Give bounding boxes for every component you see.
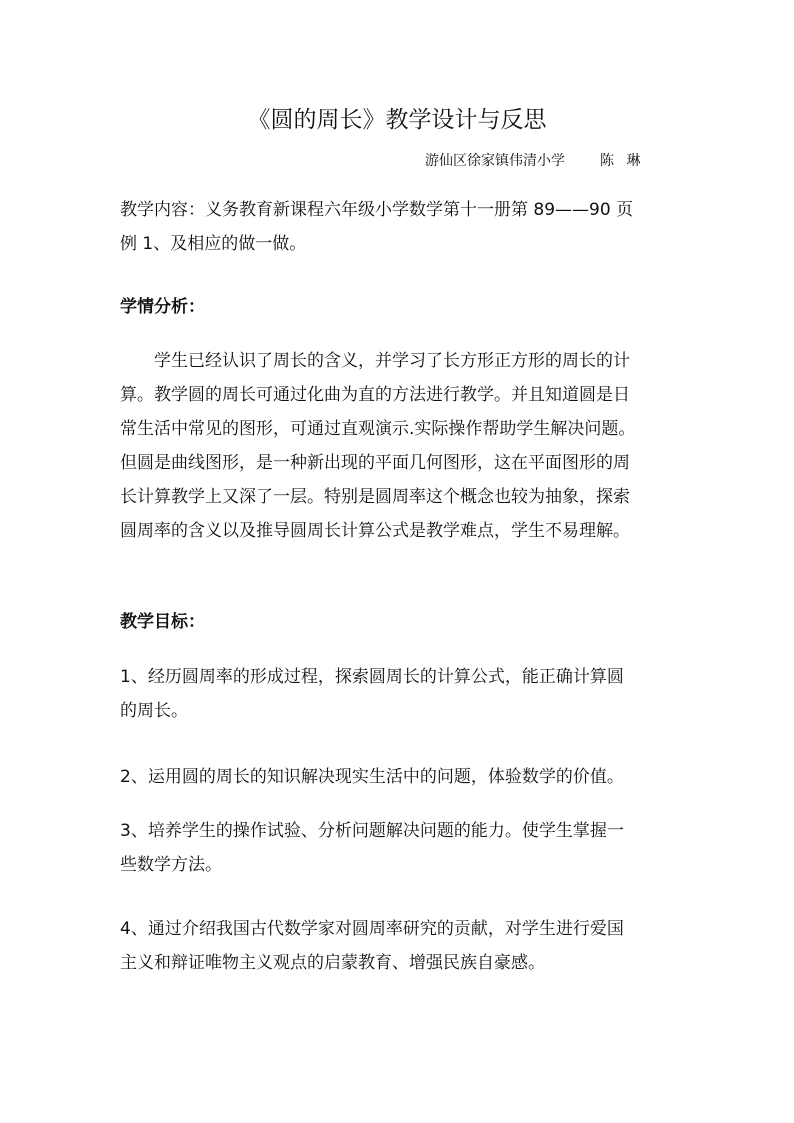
- goal-item-2: [120, 760, 680, 794]
- content-line: 教学内容：义务教育新课程六年级小学数学第十一册第 89——90 页: [120, 200, 634, 220]
- goal-line: 的周长。: [120, 701, 188, 721]
- goal-item-4: [120, 912, 680, 980]
- goal-line: 些数学方法。: [120, 855, 222, 875]
- analysis-line: 圆周率的含义以及推导圆周长计算公式是教学难点，学生不易理解。: [120, 521, 630, 541]
- analysis-heading: 学情分析：: [120, 297, 205, 317]
- content-line: 例 1、及相应的做一做。: [120, 234, 307, 254]
- goal-item-3: [120, 814, 680, 882]
- analysis-line: 长计算教学上又深了一层。特别是圆周率这个概念也较为抽象，探索: [120, 487, 630, 507]
- analysis-paragraph: [120, 344, 680, 548]
- analysis-line: 常生活中常见的图形，可通过直观演示.实际操作帮助学生解决问题。: [120, 419, 636, 439]
- goal-line: 2、运用圆的周长的知识解决现实生活中的问题，体验数学的价值。: [120, 767, 624, 787]
- goal-line: 1、经历圆周率的形成过程，探索圆周长的计算公式，能正确计算圆: [120, 667, 624, 687]
- teaching-content: [120, 193, 680, 261]
- goal-line: 4、通过介绍我国古代数学家对圆周率研究的贡献，对学生进行爱国: [120, 919, 624, 939]
- author-name: 陈 琳: [600, 153, 645, 169]
- analysis-line: 但圆是曲线图形，是一种新出现的平面几何图形，这在平面图形的周: [120, 453, 630, 473]
- goals-heading: 教学目标：: [120, 612, 205, 632]
- analysis-line: 算。教学圆的周长可通过化曲为直的方法进行教学。并且知道圆是日: [120, 385, 630, 405]
- author-school: 游仙区徐家镇伟清小学: [425, 153, 565, 169]
- goal-line: 主义和辩证唯物主义观点的启蒙教育、增强民族自豪感。: [120, 953, 545, 973]
- goal-item-1: [120, 660, 680, 728]
- goal-line: 3、培养学生的操作试验、分析问题解决问题的能力。使学生掌握一: [120, 821, 624, 841]
- analysis-line: 学生已经认识了周长的含义，并学习了长方形正方形的周长的计: [154, 351, 630, 371]
- document-title: 《圆的周长》教学设计与反思: [247, 107, 547, 133]
